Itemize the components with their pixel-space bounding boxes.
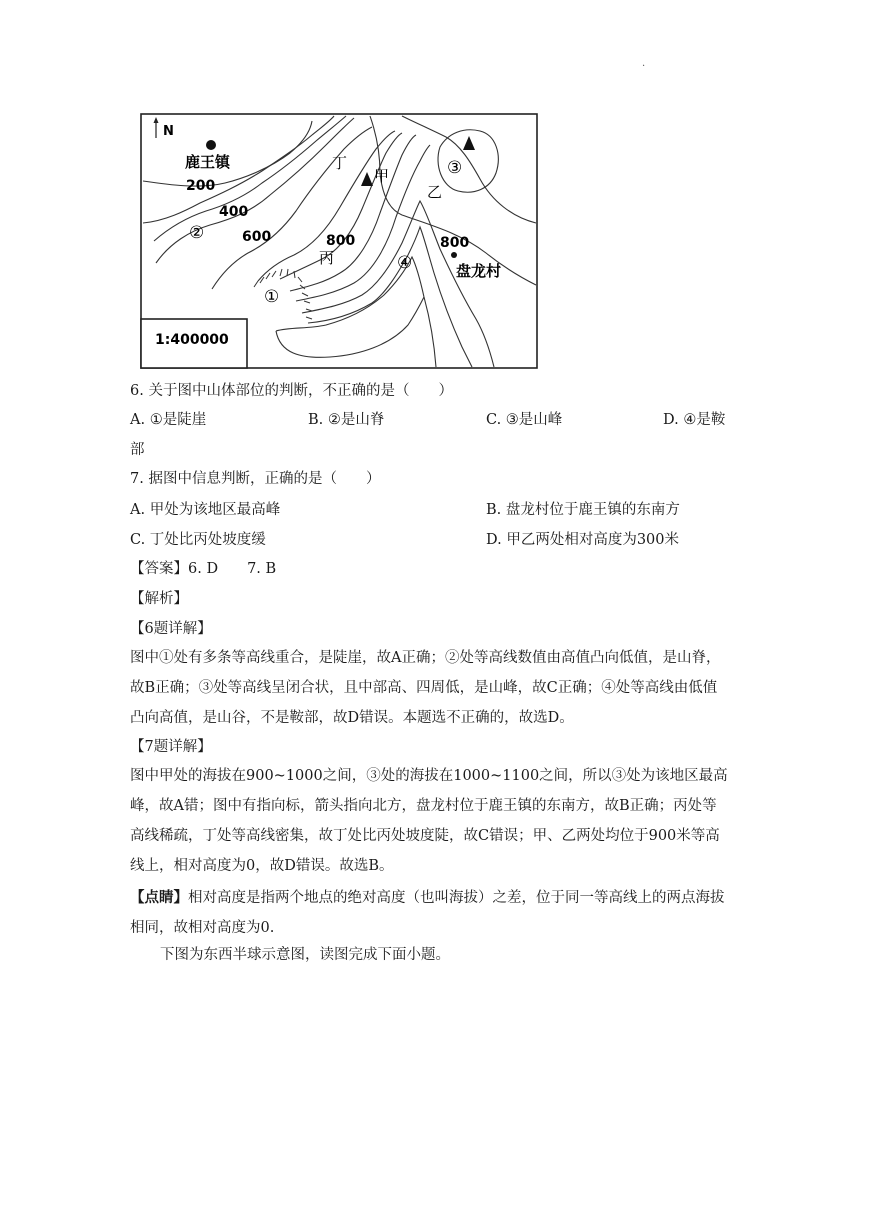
- q6-option-b: B. ②是山脊: [308, 412, 385, 428]
- q7-option-c: C. 丁处比丙处坡度缓: [130, 532, 266, 548]
- panlong-village-dot: [451, 252, 457, 258]
- tip-text: 相对高度是指两个地点的绝对高度（也叫海拔）之差，位于同一等高线上的两点海拔相同，故相对高度为0.: [130, 890, 725, 936]
- q6-option-d-wrap: 部: [130, 442, 145, 458]
- marker-4: ④: [397, 253, 413, 273]
- contour-label-400: 400: [219, 204, 249, 220]
- q6-stem: 6. 关于图中山体部位的判断，不正确的是（ ）: [130, 383, 453, 399]
- contour-label-600: 600: [242, 229, 272, 245]
- contour-map: [140, 113, 538, 369]
- analysis-heading: 【解析】: [130, 591, 188, 607]
- q7-option-d: D. 甲乙两处相对高度为300米: [486, 532, 680, 548]
- place-yi: 乙: [427, 183, 443, 201]
- contour-map-svg: [140, 113, 538, 369]
- q6-option-a: A. ①是陡崖: [130, 412, 207, 428]
- answer-line: 【答案】6. D 7. B: [130, 561, 277, 577]
- scale-label: 1:400000: [155, 332, 229, 348]
- contour-label-200: 200: [186, 178, 216, 194]
- panlong-label: 盘龙村: [456, 262, 502, 280]
- place-ding: 丁: [332, 154, 348, 172]
- tip-paragraph: [130, 883, 730, 943]
- marker-1: ①: [264, 287, 280, 307]
- next-intro: 下图为东西半球示意图，读图完成下面小题。: [160, 947, 450, 963]
- contour-label-800-left: 800: [326, 233, 356, 249]
- q6-option-c: C. ③是山峰: [486, 412, 563, 428]
- q6-detail-heading: 【6题详解】: [130, 621, 212, 637]
- q7-detail-heading: 【7题详解】: [130, 739, 212, 755]
- luwang-label: 鹿王镇: [185, 153, 231, 171]
- place-bing: 丙: [319, 249, 335, 267]
- q7-stem: 7. 据图中信息判断，正确的是（ ）: [130, 471, 381, 487]
- q7-option-a: A. 甲处为该地区最高峰: [130, 502, 281, 518]
- luwang-town-dot: [206, 140, 216, 150]
- q7-detail-text: 图中甲处的海拔在900~1000之间，③处的海拔在1000~1100之间，所以③处为该地区最高峰，故A错；图中有指向标，箭头指向北方，盘龙村位于鹿王镇的东南方，故B正确；丙处等高线稀疏，丁处等高线密集，故丁处比丙处坡度陡，故C错误；甲、乙两处均位于900米等高线上，相对高度为0，故D错误。故选B。: [130, 768, 728, 874]
- q6-option-d: D. ④是鞍: [663, 412, 726, 428]
- marker-2: ②: [189, 223, 205, 243]
- north-label: N: [163, 124, 174, 139]
- contour-label-800-right: 800: [440, 235, 470, 251]
- place-jia: 甲: [374, 167, 390, 185]
- q7-option-b: B. 盘龙村位于鹿王镇的东南方: [486, 502, 680, 518]
- q6-detail-text: 图中①处有多条等高线重合，是陡崖，故A正确；②处等高线数值由高值凸向低值，是山脊，故B正确；③处等高线呈闭合状，且中部高、四周低，是山峰，故C正确；④处等高线由低值凸向高值，是山谷，不是鞍部，故D错误。本题选不正确的，故选D。: [130, 650, 721, 726]
- tip-heading: 【点睛】: [130, 889, 188, 906]
- marker-3: ③: [447, 158, 463, 178]
- page-dot: .: [642, 58, 646, 69]
